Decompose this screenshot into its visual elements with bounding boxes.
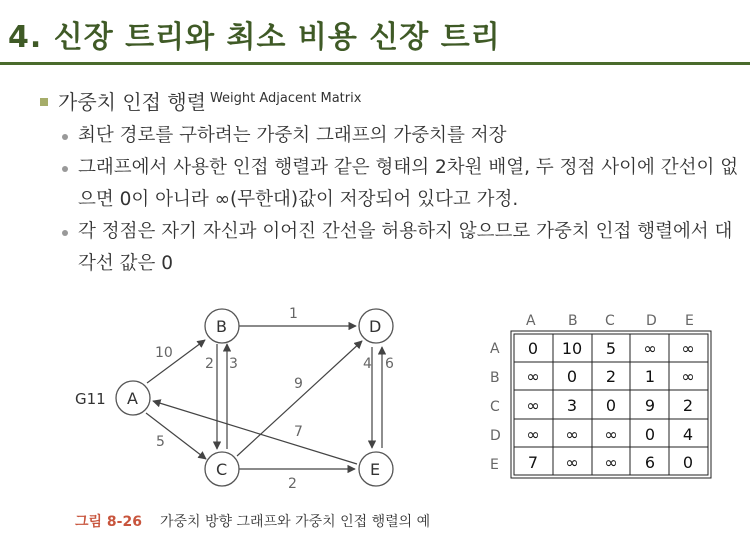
matrix-row-header: E — [490, 457, 499, 473]
sub-bullet-item: 그래프에서 사용한 인접 행렬과 같은 형태의 2차원 배열, 두 정점 사이에 간선이 없으면 0이 아니라 ∞(무한대)값이 저장되어 있다고 가정. — [60, 152, 750, 216]
main-bullet-subtext: Weight Adjacent Matrix — [209, 91, 362, 106]
matrix-cell: 0 — [566, 367, 578, 386]
graph-node-a — [116, 381, 150, 415]
matrix-col-header: E — [685, 313, 694, 329]
node-label: D — [369, 317, 382, 336]
edge-label-a-c: 5 — [156, 434, 165, 450]
edge-label-a-b: 10 — [155, 345, 173, 361]
matrix-cell: ∞ — [604, 425, 618, 444]
matrix-cell: ∞ — [643, 339, 657, 358]
matrix-cell: ∞ — [681, 367, 695, 386]
edge-label-d-e: 4 — [363, 356, 372, 372]
matrix-cell: ∞ — [565, 453, 579, 472]
matrix-col-header: A — [526, 313, 536, 329]
matrix-cell: 3 — [566, 396, 578, 415]
matrix-cell: ∞ — [526, 425, 540, 444]
matrix-cell: 4 — [682, 425, 694, 444]
matrix-cell: 6 — [644, 453, 656, 472]
matrix-col-header: D — [646, 313, 657, 329]
matrix-cell: 2 — [605, 367, 617, 386]
graph-node-d — [359, 309, 393, 343]
edge-a-c — [146, 413, 206, 459]
graph-node-c — [205, 452, 239, 486]
main-bullet-text: 가중치 인접 행렬 — [58, 90, 206, 114]
matrix-cell: ∞ — [565, 425, 579, 444]
edge-label-c-b: 3 — [229, 356, 238, 372]
graph-label: G11 — [75, 390, 106, 408]
graph-edges — [146, 306, 394, 492]
matrix-row-header: A — [490, 341, 500, 357]
node-label: E — [370, 460, 381, 479]
edge-label-b-d: 1 — [289, 306, 298, 322]
sub-bullet-item: 각 정점은 자기 자신과 이어진 간선을 허용하지 않으므로 가중치 인접 행렬에서 대각선 값은 0 — [60, 216, 750, 280]
figure-number: 그림 8-26 — [75, 514, 142, 530]
weight-matrix — [490, 313, 711, 478]
edge-label-c-d: 9 — [294, 376, 303, 392]
node-label: C — [216, 460, 228, 479]
matrix-cell: 10 — [561, 339, 583, 358]
matrix-cell: 0 — [682, 453, 694, 472]
node-label: A — [127, 389, 138, 408]
sub-bullet-item: 최단 경로를 구하려는 가중치 그래프의 가중치를 저장 — [60, 120, 750, 152]
matrix-cell: 0 — [605, 396, 617, 415]
matrix-cell: 7 — [527, 453, 539, 472]
matrix-cell: ∞ — [681, 339, 695, 358]
graph-node-b — [205, 309, 239, 343]
matrix-cell: ∞ — [604, 453, 618, 472]
edge-label-e-d: 6 — [385, 356, 394, 372]
edge-e-a — [153, 401, 357, 464]
matrix-col-header: B — [568, 313, 578, 329]
matrix-cell: ∞ — [526, 396, 540, 415]
matrix-row-header: C — [490, 399, 500, 415]
matrix-cell: 0 — [527, 339, 539, 358]
node-label: B — [216, 317, 227, 336]
matrix-cell: 9 — [644, 396, 656, 415]
matrix-cell: ∞ — [526, 367, 540, 386]
matrix-cell: 5 — [605, 339, 617, 358]
edge-label-c-e: 2 — [288, 476, 297, 492]
matrix-cell: 2 — [682, 396, 694, 415]
edge-label-b-c: 2 — [205, 356, 214, 372]
slide-title: 4. 신장 트리와 최소 비용 신장 트리 — [8, 20, 501, 55]
matrix-cell: 1 — [644, 367, 656, 386]
edge-label-e-a: 7 — [294, 424, 303, 440]
matrix-cell: 0 — [644, 425, 656, 444]
graph-node-e — [359, 452, 393, 486]
matrix-row-header: B — [490, 370, 500, 386]
matrix-col-header: C — [605, 313, 615, 329]
matrix-row-header: D — [490, 428, 501, 444]
figure-caption: 가중치 방향 그래프와 가중치 인접 행렬의 예 — [160, 514, 431, 530]
